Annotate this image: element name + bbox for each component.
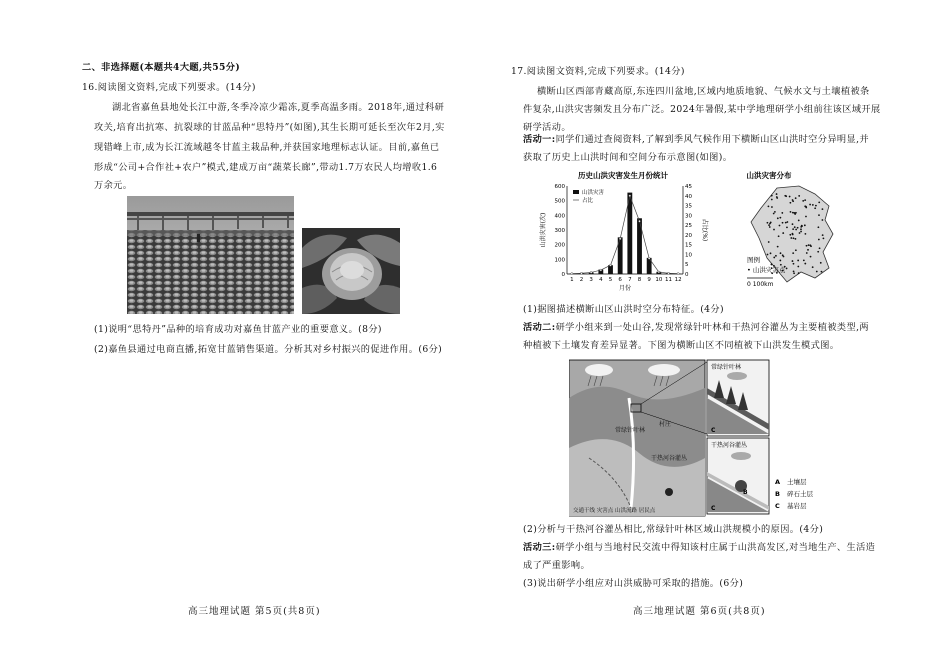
flood-point bbox=[789, 196, 791, 198]
q16-sub2: (2)嘉鱼县通过电商直播,拓宽甘蓝销售渠道。分析其对乡村振兴的促进作用。(6分) bbox=[94, 344, 443, 355]
y2-axis-label: 占比(%) bbox=[701, 218, 708, 242]
flood-distribution-map bbox=[737, 168, 847, 296]
flood-point bbox=[779, 260, 781, 262]
flood-point bbox=[768, 224, 770, 226]
flood-point bbox=[786, 221, 788, 223]
legend-text: 基岩层 bbox=[787, 502, 807, 510]
flood-point bbox=[810, 256, 812, 258]
y-tick-label: 400 bbox=[554, 213, 565, 220]
flood-point bbox=[792, 260, 794, 262]
flood-point bbox=[790, 237, 792, 239]
legend-key: C bbox=[775, 502, 780, 510]
flood-point bbox=[817, 226, 819, 228]
flood-point bbox=[804, 224, 806, 226]
flood-point bbox=[779, 217, 781, 219]
x-tick-label: 11 bbox=[665, 277, 672, 283]
flood-point bbox=[822, 208, 824, 210]
x-tick-label: 12 bbox=[674, 277, 682, 283]
ratio-point bbox=[648, 257, 650, 259]
place-label: 村庄 bbox=[659, 421, 672, 428]
flood-point bbox=[798, 220, 800, 222]
activity2-text-line: 种植被下土壤发育差异显著。下图为横断山区不同植被下山洪发生模式图。 bbox=[523, 340, 840, 351]
ratio-point bbox=[639, 220, 641, 222]
flood-point bbox=[797, 266, 799, 268]
q17-intro-line: 件复杂,山洪灾害频发且分布广泛。2024年暑假,某中学地理研学小组前往该区域开展 bbox=[523, 104, 881, 115]
diagram-bottom-legend: 交通干线 灾害点 山洪流路 居民点 bbox=[573, 508, 656, 514]
flood-point bbox=[795, 229, 797, 231]
flood-point bbox=[797, 227, 799, 229]
flood-point bbox=[785, 222, 787, 224]
flood-point bbox=[771, 206, 773, 208]
y2-tick-label: 0 bbox=[685, 272, 689, 278]
y2-tick-label: 40 bbox=[685, 193, 692, 200]
flood-point bbox=[792, 233, 794, 235]
x-tick-label: 5 bbox=[608, 277, 613, 283]
ratio-point bbox=[668, 272, 670, 274]
x-tick-label: 6 bbox=[618, 277, 622, 283]
flood-point bbox=[800, 231, 802, 233]
flood-point bbox=[767, 222, 769, 224]
ratio-point bbox=[600, 269, 602, 271]
legend-key: A bbox=[775, 478, 781, 486]
flood-point bbox=[795, 197, 797, 199]
flood-point bbox=[793, 263, 795, 265]
flood-point bbox=[793, 270, 795, 272]
legend-text: 碎石土层 bbox=[787, 490, 813, 498]
flood-point bbox=[770, 252, 772, 254]
ratio-line bbox=[572, 196, 678, 274]
flood-point bbox=[799, 232, 801, 234]
x-tick-label: 2 bbox=[579, 277, 584, 283]
flood-point bbox=[777, 217, 779, 219]
y2-tick-label: 45 bbox=[685, 184, 692, 190]
flood-point bbox=[802, 200, 804, 202]
y2-tick-label: 30 bbox=[685, 213, 692, 220]
activity2-text: 研学小组来到一处山谷,发现常绿针叶林和干热河谷灌丛为主要植被类型,两 bbox=[555, 322, 870, 333]
flood-point bbox=[771, 195, 773, 197]
y-tick-label: 600 bbox=[554, 184, 565, 190]
flood-point bbox=[780, 252, 782, 254]
q17-intro-line: 横断山区西部青藏高原,东连四川盆地,区域内地质地貌、气候水文与土壤植被条 bbox=[537, 86, 870, 97]
x-tick-label: 4 bbox=[599, 277, 603, 283]
flood-point bbox=[809, 204, 811, 206]
flood-point bbox=[781, 212, 783, 214]
legend-key: B bbox=[775, 490, 780, 498]
activity3-line bbox=[523, 538, 875, 558]
flood-point bbox=[812, 204, 814, 206]
place-label: 常绿针叶林 bbox=[615, 427, 646, 434]
flood-point bbox=[793, 237, 795, 239]
flood-point bbox=[815, 205, 817, 207]
flood-point bbox=[771, 199, 773, 201]
flood-point bbox=[816, 271, 818, 273]
activity2-label: 活动二: bbox=[523, 322, 556, 333]
flood-point bbox=[773, 229, 775, 231]
flood-point bbox=[767, 254, 769, 256]
flood-point bbox=[814, 207, 816, 209]
flood-point bbox=[804, 199, 806, 201]
flood-point bbox=[820, 262, 822, 264]
activity1-text: 同学们通过查阅资料,了解到季风气候作用下横断山区山洪时空分异明显,并 bbox=[555, 134, 870, 145]
flood-point bbox=[769, 223, 771, 225]
flood-point bbox=[798, 195, 800, 197]
bar bbox=[608, 265, 613, 274]
y2-tick-label: 15 bbox=[685, 242, 692, 249]
cabbage-field-photo bbox=[127, 196, 294, 314]
activity3-text: 研学小组与当地村民交流中得知该村庄属于山洪高发区,对当地生产、生活造 bbox=[555, 542, 876, 553]
y-tick-label: 300 bbox=[554, 228, 565, 234]
left-footer: 高三地理试题 第5页(共8页) bbox=[188, 606, 321, 617]
activity1-line bbox=[523, 130, 869, 150]
flood-point bbox=[795, 238, 797, 240]
q16-para-line: 形成“公司+合作社+农户”模式,建成万亩“蔬菜长廊”,带动1.7万农民人均增收1.6 bbox=[94, 162, 438, 173]
inset-top-label-c: C bbox=[711, 427, 716, 434]
map-title: 山洪灾害分布 bbox=[746, 171, 792, 180]
flood-point bbox=[785, 195, 787, 197]
flood-point bbox=[821, 271, 823, 273]
ratio-point bbox=[571, 273, 573, 275]
flood-point bbox=[819, 247, 821, 249]
ratio-point bbox=[590, 271, 592, 273]
flood-point bbox=[792, 223, 794, 225]
flood-point bbox=[818, 201, 820, 203]
ratio-point bbox=[677, 273, 679, 275]
ratio-point bbox=[658, 271, 660, 273]
q16-sub1: (1)说明“思特丹”品种的培育成功对嘉鱼甘蓝产业的重要意义。(8分) bbox=[94, 324, 382, 335]
flood-point bbox=[807, 249, 809, 251]
flood-point bbox=[773, 257, 775, 259]
flood-point bbox=[792, 228, 794, 230]
y-tick-label: 200 bbox=[554, 242, 565, 249]
flood-point bbox=[790, 211, 792, 213]
flood-point bbox=[777, 246, 779, 248]
village-marker bbox=[665, 488, 673, 496]
flood-point bbox=[818, 239, 820, 241]
flood-point bbox=[794, 213, 796, 215]
flood-point bbox=[823, 237, 825, 239]
flood-point bbox=[800, 228, 802, 230]
flood-point bbox=[792, 252, 794, 254]
flood-point bbox=[786, 268, 788, 270]
flood-point bbox=[789, 202, 791, 204]
q17-title: 17.阅读图文资料,完成下列要求。(14分) bbox=[511, 66, 685, 77]
y2-tick-label: 5 bbox=[685, 262, 689, 269]
q16-para-line: 万余元。 bbox=[94, 180, 133, 191]
flood-point bbox=[782, 232, 784, 234]
map-scale: 0 100km bbox=[747, 281, 774, 288]
flood-point bbox=[808, 244, 810, 246]
flood-point bbox=[809, 244, 811, 246]
q16-para-line: 湖北省嘉鱼县地处长江中游,冬季冷凉少霜冻,夏季高温多雨。2018年,通过科研 bbox=[112, 102, 445, 113]
y-tick-label: 0 bbox=[561, 272, 565, 278]
y-axis-label: 山洪灾害(次) bbox=[540, 212, 547, 248]
inset-bottom-title: 干热河谷灌丛 bbox=[711, 442, 748, 449]
chart-title: 历史山洪灾害发生月份统计 bbox=[578, 171, 668, 180]
flood-point bbox=[782, 222, 784, 224]
right-footer: 高三地理试题 第6页(共8页) bbox=[633, 606, 766, 617]
flood-point bbox=[822, 234, 824, 236]
x-tick-label: 7 bbox=[628, 277, 632, 283]
legend-text: 土壤层 bbox=[787, 478, 807, 486]
q17-sub3: (3)说出研学小组应对山洪威胁可采取的措施。(6分) bbox=[523, 578, 744, 589]
flood-point bbox=[805, 216, 807, 218]
flood-point bbox=[782, 254, 784, 256]
flood-point bbox=[792, 199, 794, 201]
q16-para-line: 攻关,培育出抗寒、抗裂球的甘蓝品种“思特丹”(如图),其生长期可延长至次年2月,实 bbox=[94, 122, 445, 133]
flood-point bbox=[768, 241, 770, 243]
right-page bbox=[475, 0, 950, 663]
cabbage-closeup-photo bbox=[302, 228, 400, 314]
ratio-point bbox=[629, 195, 631, 197]
activity1-label: 活动一: bbox=[523, 134, 556, 145]
flood-point bbox=[805, 207, 807, 209]
y2-tick-label: 25 bbox=[685, 223, 692, 230]
flood-month-chart bbox=[537, 168, 709, 296]
flood-pattern-diagram bbox=[569, 358, 831, 518]
legend-bar-swatch bbox=[573, 190, 579, 194]
y-tick-label: 500 bbox=[554, 198, 565, 205]
x-axis-label: 月份 bbox=[618, 285, 632, 292]
flood-point bbox=[779, 225, 781, 227]
map-legend-item: • 山洪灾害点 bbox=[747, 266, 786, 274]
flood-point bbox=[804, 233, 806, 235]
x-tick-label: 10 bbox=[655, 277, 663, 283]
ratio-point bbox=[619, 238, 621, 240]
y2-tick-label: 10 bbox=[685, 252, 692, 259]
activity2-line bbox=[523, 318, 869, 338]
x-tick-label: 3 bbox=[589, 277, 593, 283]
flood-point bbox=[806, 245, 808, 247]
legend-line-label: 占比 bbox=[582, 198, 594, 204]
flood-point bbox=[789, 234, 791, 236]
flood-point bbox=[778, 235, 780, 237]
x-tick-label: 8 bbox=[637, 277, 642, 283]
section-heading: 二、非选择题(本题共4大题,共55分) bbox=[82, 62, 241, 73]
inset-bottom-label-b: B bbox=[743, 489, 748, 496]
flood-point bbox=[798, 272, 800, 274]
q17-intro-line: 研学活动。 bbox=[523, 122, 571, 133]
flood-point bbox=[775, 255, 777, 257]
flood-point bbox=[812, 266, 814, 268]
flood-point bbox=[804, 263, 806, 265]
inset-top-title: 常绿针叶林 bbox=[711, 364, 742, 371]
flood-point bbox=[797, 260, 799, 262]
flood-point bbox=[806, 252, 808, 254]
flood-point bbox=[803, 259, 805, 261]
flood-point bbox=[795, 249, 797, 251]
ratio-point bbox=[610, 264, 612, 266]
flood-point bbox=[801, 225, 803, 227]
x-tick-label: 1 bbox=[570, 277, 574, 283]
flood-point bbox=[786, 226, 788, 228]
q16-para-line: 现错峰上市,成为长江流域越冬甘蓝主栽品种,并获国家地理标志认证。目前,嘉鱼已 bbox=[94, 142, 440, 153]
flood-point bbox=[822, 219, 824, 221]
flood-point bbox=[773, 213, 775, 215]
y2-tick-label: 20 bbox=[685, 232, 692, 239]
x-tick-label: 9 bbox=[647, 277, 651, 283]
flood-point bbox=[774, 211, 776, 213]
flood-point bbox=[776, 193, 778, 195]
ratio-point bbox=[581, 272, 583, 274]
flood-point bbox=[769, 226, 771, 228]
place-label: 干热河谷灌丛 bbox=[651, 455, 688, 462]
activity1-text-line: 获取了历史上山洪时间和空间分布示意图(如图)。 bbox=[523, 152, 733, 163]
flood-point bbox=[776, 196, 778, 198]
y-tick-label: 100 bbox=[554, 257, 565, 264]
activity3-text-line: 成了严重影响。 bbox=[523, 560, 591, 571]
flood-point bbox=[817, 251, 819, 253]
inset-bottom-label-c: C bbox=[711, 505, 716, 512]
q17-sub1: (1)据图描述横断山区山洪时空分布特征。(4分) bbox=[523, 304, 725, 315]
flood-point bbox=[794, 226, 796, 228]
flood-point bbox=[818, 214, 820, 216]
flood-point bbox=[793, 272, 795, 274]
map-legend-title: 图例 bbox=[747, 256, 760, 264]
flood-point bbox=[768, 205, 770, 207]
activity3-label: 活动三: bbox=[523, 542, 556, 553]
legend-bar-label: 山洪灾害 bbox=[582, 190, 605, 196]
q17-sub2: (2)分析与干热河谷灌丛相比,常绿针叶林区域山洪规模小的原因。(4分) bbox=[523, 524, 824, 535]
q16-title: 16.阅读图文资料,完成下列要求。(14分) bbox=[82, 82, 256, 93]
y2-tick-label: 35 bbox=[685, 203, 692, 210]
